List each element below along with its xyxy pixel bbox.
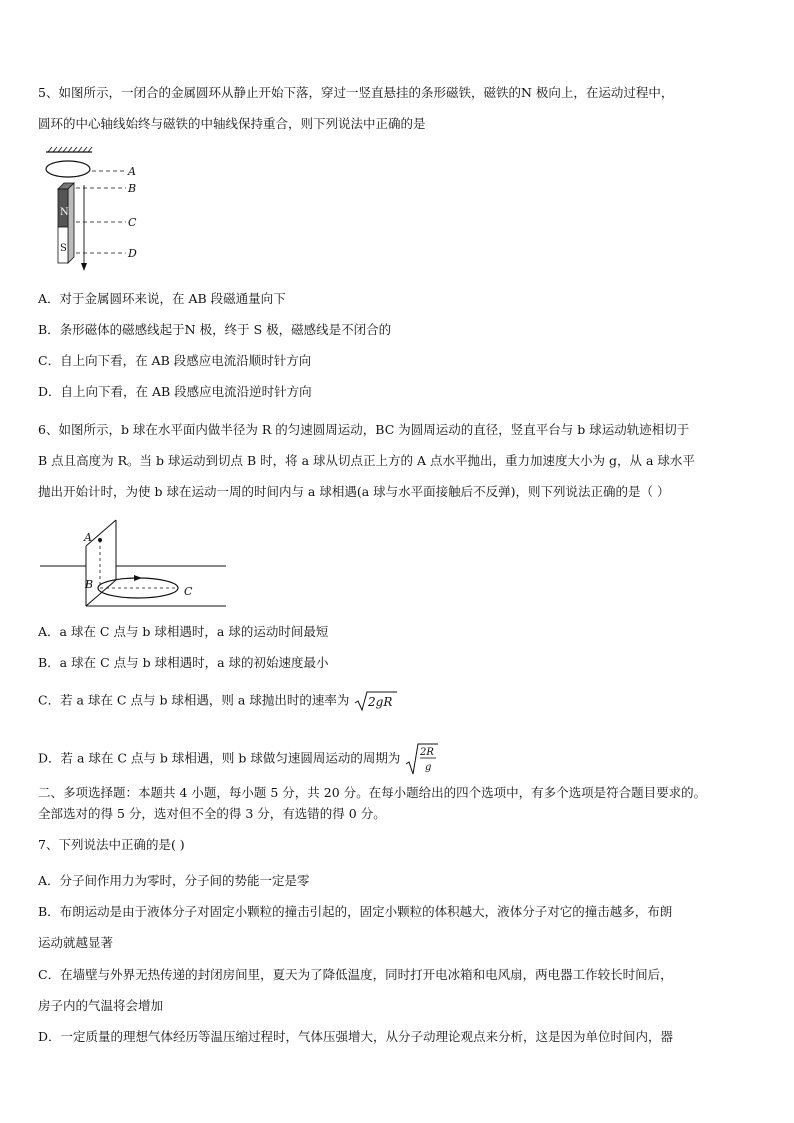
point-a-marker <box>98 538 102 542</box>
q6-option-c-text: C．若 a 球在 C 点与 b 球相遇，则 a 球抛出时的速率为 <box>38 692 350 708</box>
q5-option-b: B．条形磁体的磁感线起于N 极，终于 S 极，磁感线是不闭合的 <box>38 322 392 337</box>
q6-option-d-text: D．若 a 球在 C 点与 b 球相遇，则 b 球做匀速圆周运动的周期为 <box>38 750 401 766</box>
q7-option-b-line1: B．布朗运动是由于液体分子对固定小颗粒的撞击引起的，固定小颗粒的体积越大，液体分子对它的撞击越多，布朗 <box>38 904 673 919</box>
q6-stem-line3: 抛出开始计时，为使 b 球在运动一周的时间内与 a 球相遇(a 球与水平面接触后不反弹)，则下列说法正确的是（ ） <box>38 484 670 499</box>
label-D: D <box>128 247 137 260</box>
q7-stem: 7、下列说法中正确的是( ) <box>38 837 185 852</box>
label-S: S <box>60 243 67 254</box>
q6-option-c-expr: 2gR <box>368 695 393 709</box>
q7-option-b-line2: 运动就越显著 <box>38 935 114 950</box>
q6-option-d <box>38 742 438 776</box>
q6-platform-figure <box>38 516 228 616</box>
q5-stem-line1: 5、如图所示，一闭合的金属圆环从静止开始下落，穿过一竖直悬挂的条形磁铁，磁铁的N 极向上，在运动过程中， <box>38 85 674 100</box>
sqrt-sign-icon <box>404 742 438 776</box>
q7-option-a: A．分子间作用力为零时，分子间的势能一定是零 <box>38 873 310 888</box>
q6-option-d-denominator: g <box>425 762 432 773</box>
section2-line1: 二、多项选择题：本题共 4 小题，每小题 5 分，共 20 分。在每小题给出的四个选项中，有多个选项是符合题目要求的。 <box>38 785 707 800</box>
q5-magnet-figure <box>40 145 150 275</box>
label-B: B <box>128 182 137 195</box>
q6-option-b: B．a 球在 C 点与 b 球相遇时，a 球的初始速度最小 <box>38 655 329 670</box>
q7-option-c-line2: 房子内的气温将会增加 <box>38 998 164 1013</box>
label-C: C <box>184 585 193 598</box>
q5-option-c: C．自上向下看，在 AB 段感应电流沿顺时针方向 <box>38 353 312 368</box>
q7-option-c-line1: C．在墙壁与外界无热传递的封闭房间里，夏天为了降低温度，同时打开电冰箱和电风扇，两电器工作较长时间后， <box>38 967 673 982</box>
ring-shape <box>46 161 90 177</box>
label-A: A <box>128 165 136 178</box>
q5-option-a: A．对于金属圆环来说，在 AB 段磁通量向下 <box>38 291 286 306</box>
sqrt-sign-icon <box>353 690 397 712</box>
q7-option-d-line1: D．一定质量的理想气体经历等温压缩过程时，气体压强增大，从分子动理论观点来分析，这是因为单位时间内，器 <box>38 1029 674 1044</box>
label-A: A <box>84 531 92 544</box>
q6-option-a: A．a 球在 C 点与 b 球相遇时，a 球的运动时间最短 <box>38 624 329 639</box>
q6-stem-line2: B 点且高度为 R。当 b 球运动到切点 B 时，将 a 球从切点正上方的 A 点水平抛出，重力加速度大小为 g，从 a 球水平 <box>38 453 695 468</box>
q5-stem-line2: 圆环的中心轴线始终与磁铁的中轴线保持重合，则下列说法中正确的是 <box>38 116 426 131</box>
q6-option-d-numerator: 2R <box>420 747 435 758</box>
label-N: N <box>60 207 69 218</box>
label-B: B <box>85 578 94 591</box>
q6-option-c <box>38 690 397 712</box>
label-C: C <box>128 216 137 229</box>
q6-stem-line1: 6、如图所示，b 球在水平面内做半径为 R 的匀速圆周运动，BC 为圆周运动的直径，竖直平台与 b 球运动轨迹相切于 <box>38 422 690 437</box>
q5-option-d: D．自上向下看，在 AB 段感应电流沿逆时针方向 <box>38 384 312 399</box>
section2-line2: 全部选对的得 5 分，选对但不全的得 3 分，有选错的得 0 分。 <box>38 806 386 821</box>
